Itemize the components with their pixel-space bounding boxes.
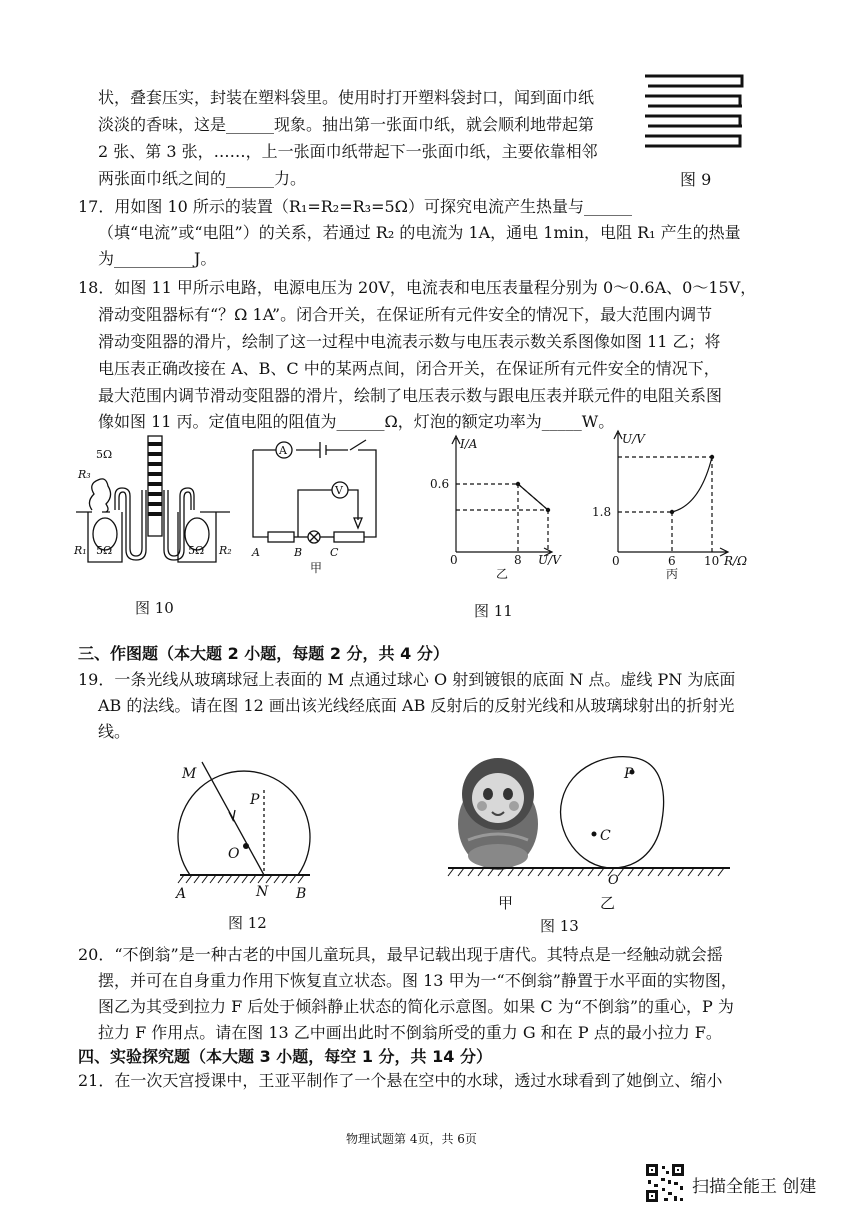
section4-heading: 四、实验探究题（本大题 3 小题，每空 1 分，共 14 分） xyxy=(78,1047,492,1066)
q18-line-2: 滑动变阻器标有“？Ω 1A”。闭合开关，在保证所有元件安全的情况下，最大范围内调节 xyxy=(98,305,713,324)
section3-heading: 三、作图题（本大题 2 小题，每题 2 分，共 4 分） xyxy=(78,644,449,663)
fig11-bing-x-tick-1: 6 xyxy=(668,554,676,568)
fig12-o: O xyxy=(228,846,240,862)
page-footer: 物理试题第 4页，共 6页 xyxy=(346,1132,477,1146)
fig12-a: A xyxy=(176,886,187,902)
q17-line-2: （填“电流”或“电阻”）的关系，若通过 R₂ 的电流为 1A，通电 1min，电阻 R₁ 产生的热量 xyxy=(98,223,741,242)
fig11-bing-label: 丙 xyxy=(666,567,679,581)
fig13-p: P xyxy=(624,766,634,782)
q21-line-1: 21．在一次天宫授课中，王亚平制作了一个悬在空中的水球，透过水球看到了她倒立、缩小 xyxy=(78,1071,723,1090)
fig11-yi-ylabel: I/A xyxy=(460,437,478,451)
fig13-yi-label: 乙 xyxy=(600,894,616,912)
fig13-o: O xyxy=(608,873,619,888)
fig11-point-a: A xyxy=(252,546,260,559)
fig9-tissue-stack xyxy=(640,70,750,160)
fig12-b: B xyxy=(296,886,307,902)
fig13-yi-diagram xyxy=(440,752,740,888)
fig10-r2-label: R₂ xyxy=(219,544,232,557)
fig11-point-c: C xyxy=(330,546,339,559)
fig11-yi-label: 乙 xyxy=(496,567,509,581)
q20-line-1: 20．“不倒翁”是一种古老的中国儿童玩具，最早记载出现于唐代。其特点是一经触动就会摇 xyxy=(78,945,723,964)
fig10-apparatus xyxy=(70,430,240,570)
q18-line-6: 像如图 11 丙。定值电阻的阻值为______Ω，灯泡的额定功率为_____W。 xyxy=(98,412,615,431)
q16-line-4: 两张面巾纸之间的______力。 xyxy=(98,169,307,188)
q18-line-1: 18．如图 11 甲所示电路，电源电压为 20V，电流表和电压表量程分别为 0～0.6A、0～15V， xyxy=(78,278,757,297)
fig11-bing-x-tick-2: 10 xyxy=(704,554,720,568)
q19-line-1: 19．一条光线从玻璃球冠上表面的 M 点通过球心 O 射到镀银的底面 N 点。虚线 PN 为底面 xyxy=(78,670,736,689)
fig9-caption: 图 9 xyxy=(680,170,712,189)
fig11-yi-x-tick: 8 xyxy=(514,553,522,567)
fig11-jia-label: 甲 xyxy=(310,561,323,575)
fig10-r3-value: 5Ω xyxy=(96,448,113,461)
fig11-bing-y-tick: 1.8 xyxy=(592,505,612,519)
fig13-caption: 图 13 xyxy=(540,917,579,935)
q20-line-3: 图乙为其受到拉力 F 后处于倾斜静止状态的简化示意图。如果 C 为“不倒翁”的重心，P 为 xyxy=(98,997,734,1016)
fig11-bing-xlabel: R/Ω xyxy=(724,554,748,568)
fig10-caption: 图 10 xyxy=(135,599,174,617)
fig11-yi-xlabel: U/V xyxy=(538,553,561,567)
fig11-voltmeter: V xyxy=(335,484,343,497)
q20-line-4: 拉力 F 作用点。请在图 13 乙中画出此时不倒翁所受的重力 G 和在 P 点的最小拉力 F。 xyxy=(98,1023,722,1042)
q18-line-5: 最大范围内调节滑动变阻器的滑片，绘制了电压表示数与跟电压表并联元件的电阻关系图 xyxy=(98,386,723,405)
q18-line-4: 电压表正确改接在 A、B、C 中的某两点间，闭合开关，在保证所有元件安全的情况下， xyxy=(98,359,720,378)
q16-line-1: 状，叠套压实，封装在塑料袋里。使用时打开塑料袋封口，闻到面巾纸 xyxy=(98,88,595,107)
fig11-jia-circuit xyxy=(248,432,388,575)
fig11-bing-graph xyxy=(592,427,750,581)
fig12-caption: 图 12 xyxy=(228,914,267,932)
fig10-r1-label: R₁ xyxy=(74,544,87,557)
q18-line-3: 滑动变阻器的滑片，绘制了这一过程中电流表示数与电压表示数关系图像如图 11 乙；将 xyxy=(98,332,721,351)
fig13-jia-label: 甲 xyxy=(498,894,514,912)
q19-line-2: AB 的法线。请在图 12 画出该光线经底面 AB 反射后的反射光线和从玻璃球射出的折射光 xyxy=(98,696,735,715)
fig11-bing-ylabel: U/V xyxy=(622,432,645,446)
fig11-yi-y-tick: 0.6 xyxy=(430,477,450,491)
fig11-yi-graph xyxy=(430,432,561,581)
fig12-n: N xyxy=(256,884,269,900)
fig11-caption: 图 11 xyxy=(474,602,513,620)
fig12-p: P xyxy=(250,792,260,808)
q20-line-2: 摆，并可在自身重力作用下恢复直立状态。图 13 甲为一“不倒翁”静置于水平面的实物图， xyxy=(98,971,737,990)
fig12-m: M xyxy=(182,766,197,782)
fig10-r3-label: R₃ xyxy=(78,468,91,481)
fig11-ammeter: A xyxy=(279,444,287,457)
fig11-yi-origin: 0 xyxy=(450,553,458,567)
fig13-c: C xyxy=(600,828,611,844)
scanner-brand: 扫描全能王 创建 xyxy=(692,1177,817,1197)
fig10-left-value: 5Ω xyxy=(96,544,113,557)
fig10-right-value: 5Ω xyxy=(188,544,205,557)
q19-line-3: 线。 xyxy=(98,722,131,741)
q17-line-1: 17．用如图 10 所示的装置（R₁=R₂=R₃=5Ω）可探究电流产生热量与______ xyxy=(78,197,632,216)
fig11-bing-origin: 0 xyxy=(612,554,620,568)
q16-line-2: 淡淡的香味，这是______现象。抽出第一张面巾纸，就会顺利地带起第 xyxy=(98,115,595,134)
q16-line-3: 2 张、第 3 张，……，上一张面巾纸带起下一张面巾纸，主要依靠相邻 xyxy=(98,142,598,161)
qr-code-icon xyxy=(644,1162,686,1204)
q17-line-3: 为__________J。 xyxy=(98,249,217,268)
fig11-point-b: B xyxy=(294,546,303,559)
fig12-glass-cap xyxy=(170,760,320,900)
